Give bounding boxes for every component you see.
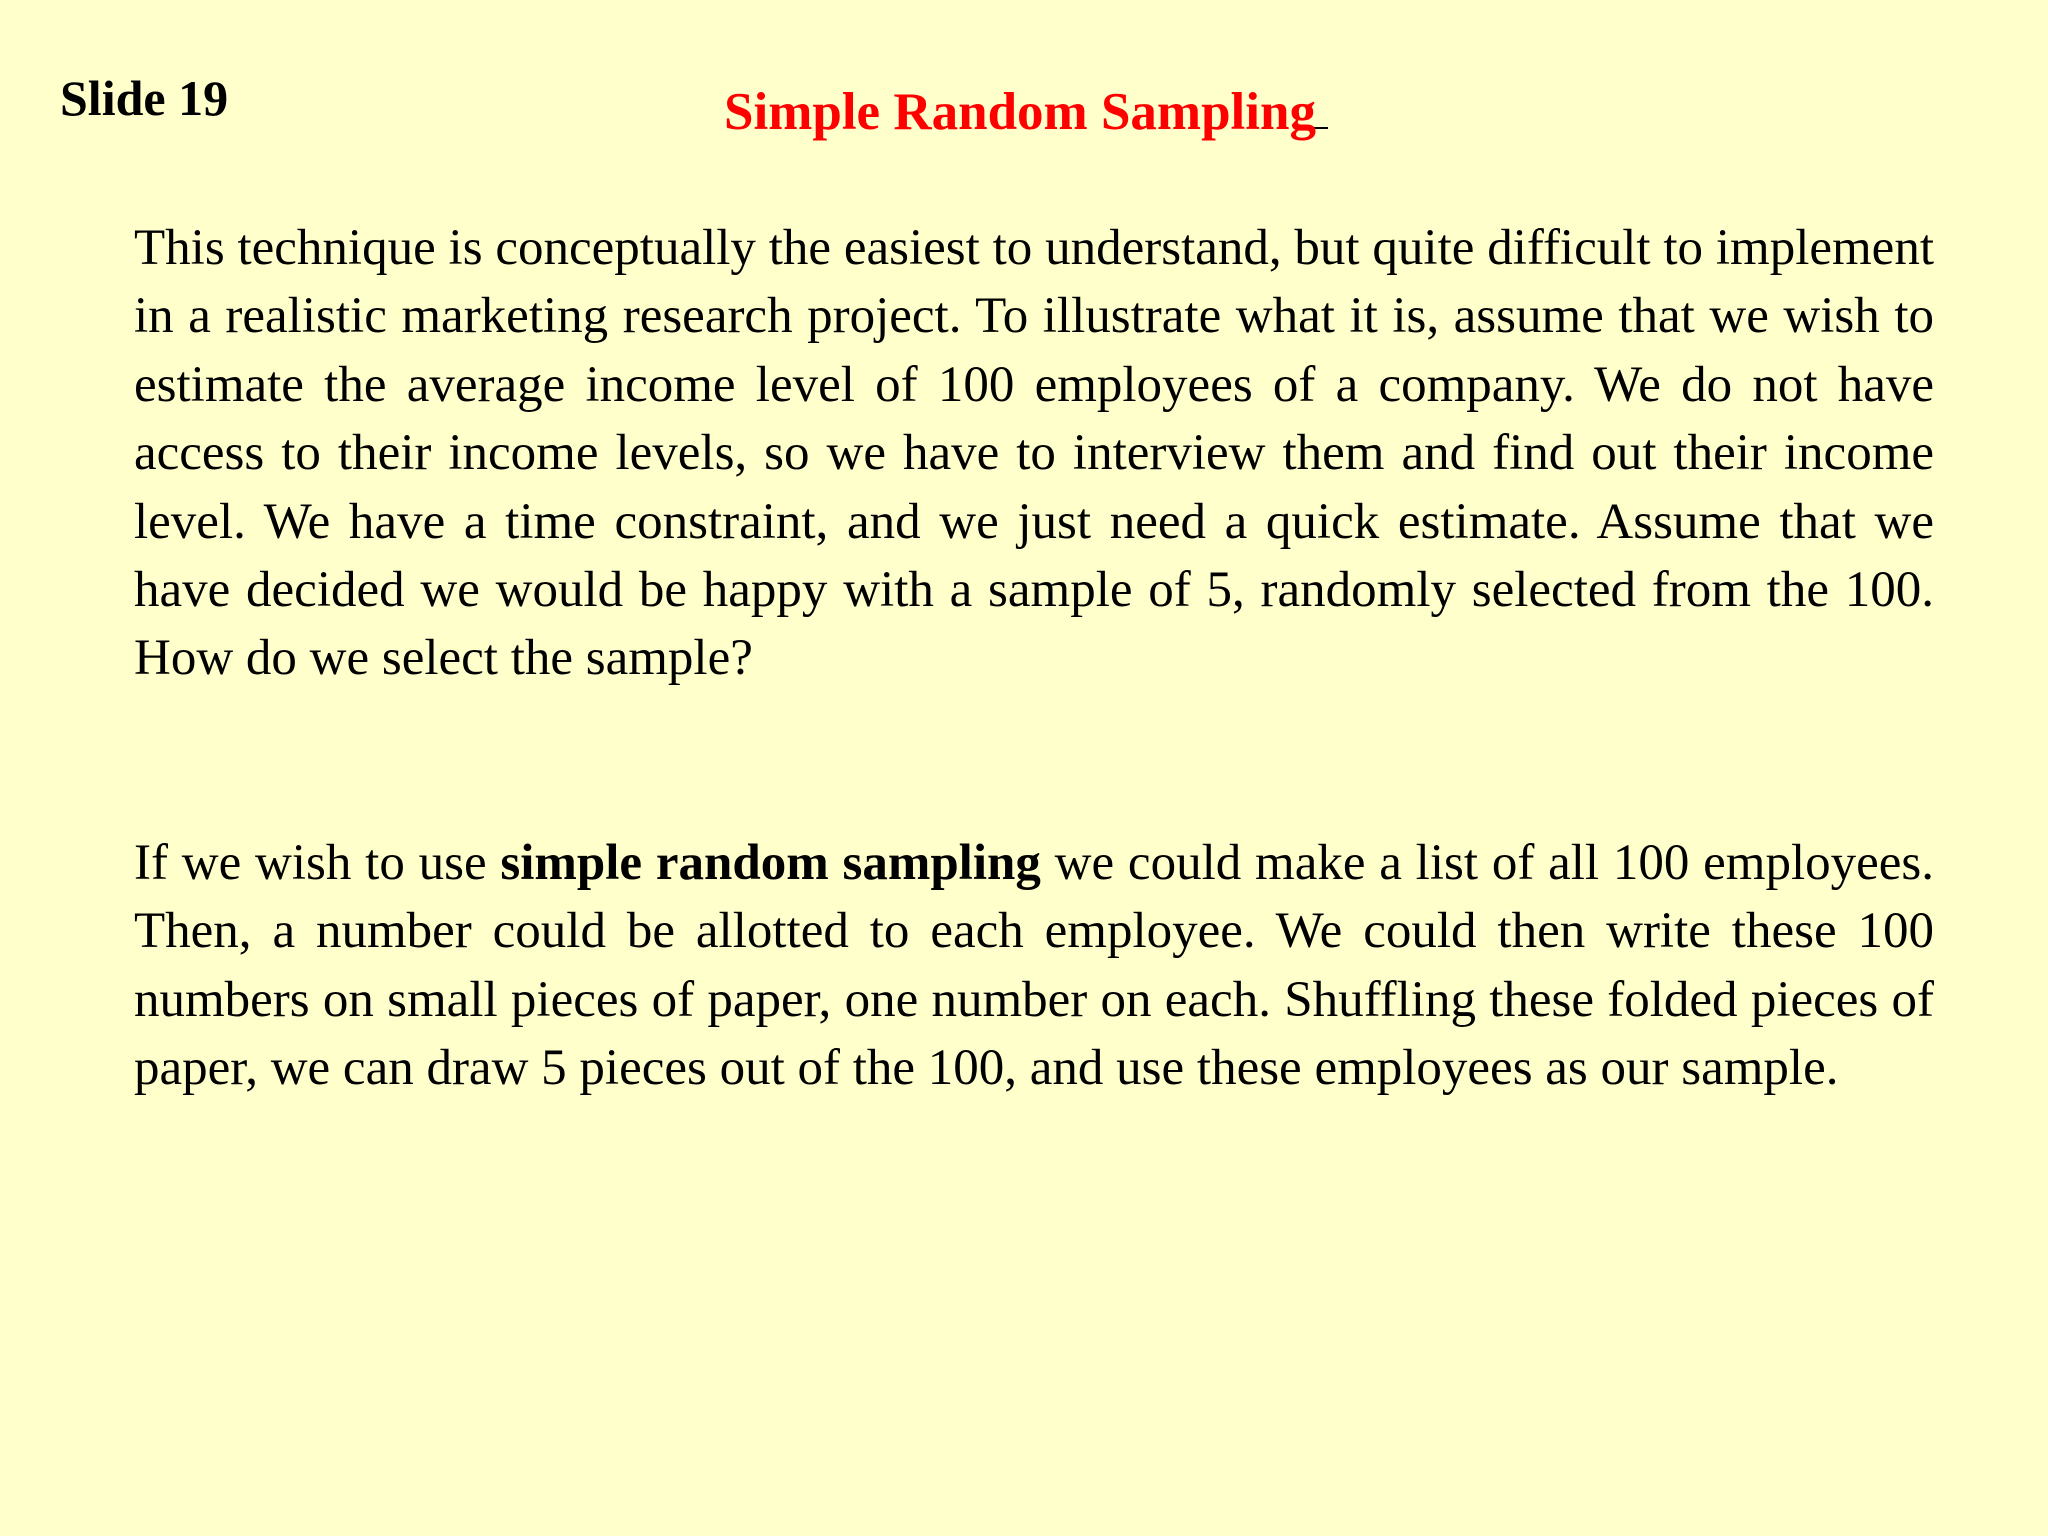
- title-underline-mark: [1314, 127, 1328, 129]
- body-paragraph-2: [134, 829, 1934, 1103]
- slide-title-text: Simple Random Sampling: [724, 83, 1316, 141]
- body-paragraph-1: This technique is conceptually the easiest to understand, but quite difficult to implement in a realistic marketing research project. To illustrate what it is, assume that we wish to estimate the average income level of 100 employees of a company. We do not have access to their income levels, so we have to interview them and find out their income level. We have a time constraint, and we just need a quick estimate. Assume that we have decided we would be happy with a sample of 5, randomly selected from the 100. How do we select the sample?: [134, 220, 1934, 687]
- paragraph-2-intro: If we wish to use: [134, 835, 501, 891]
- bold-term-simple-random-sampling: simple random sampling: [500, 835, 1041, 891]
- paragraph-2-rest: we could make a list of all 100 employees. Then, a number could be allotted to each employee. We could then write these 100 numbers on small pieces of paper, one number on each. Shuffling these folded pieces of paper, we can draw 5 pieces out of the 100, and use these employees as our sample.: [134, 835, 1935, 1097]
- slide-number-label: Slide 19: [60, 70, 229, 126]
- slide-title: [0, 80, 2048, 144]
